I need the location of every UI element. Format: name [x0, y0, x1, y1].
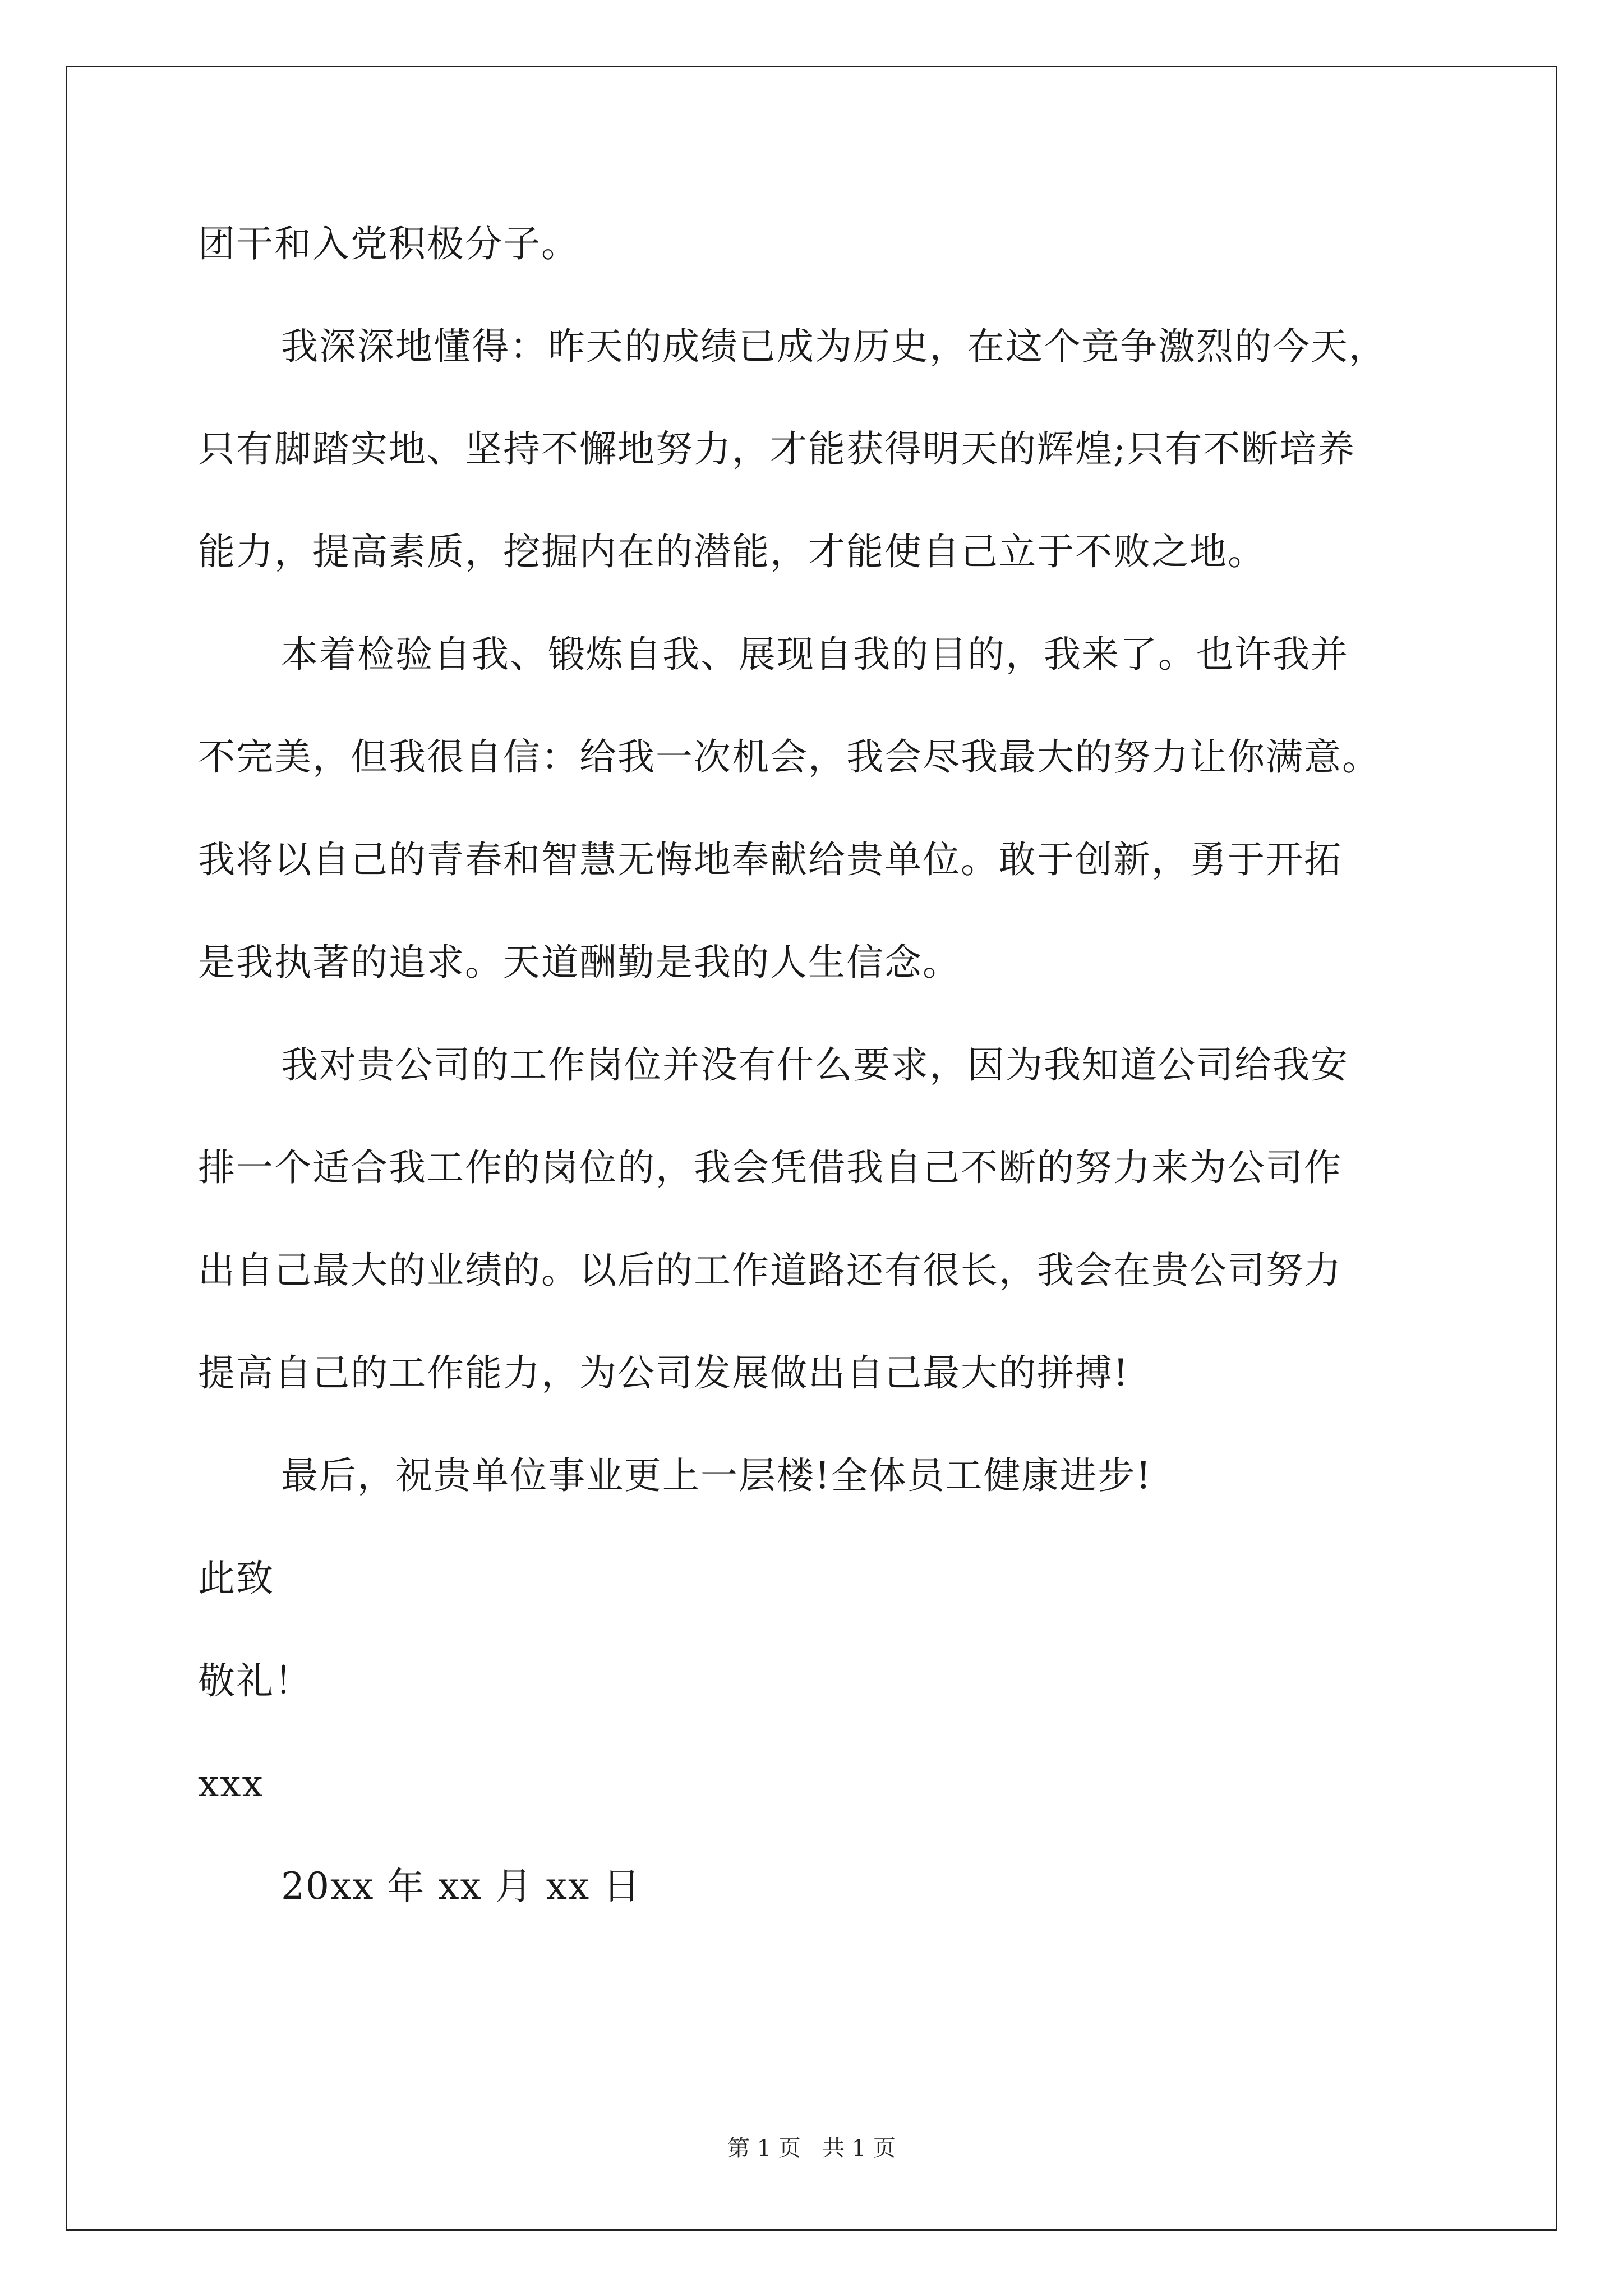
text-line: 团干和入党积极分子。: [198, 222, 579, 265]
text-line: 是我执著的追求。天道酬勤是我的人生信念。: [198, 941, 961, 984]
text-line: 我对贵公司的工作岗位并没有什么要求，因为我知道公司给我安: [281, 1043, 1349, 1087]
closing-salutation: 此致: [198, 1557, 274, 1600]
text-line: 只有脚踏实地、坚持不懈地努力，才能获得明天的辉煌;只有不断培养: [198, 427, 1356, 471]
signature-name: xxx: [198, 1762, 264, 1805]
text-line: 我将以自己的青春和智慧无悔地奉献给贵单位。敢于创新，勇于开拓: [198, 838, 1342, 881]
text-line: 提高自己的工作能力，为公司发展做出自己最大的拼搏!: [198, 1351, 1129, 1395]
text-line: 最后，祝贵单位事业更上一层楼!全体员工健康进步!: [281, 1454, 1152, 1497]
text-line: 我深深地懂得：昨天的成绩已成为历史，在这个竞争激烈的今天，: [281, 325, 1387, 368]
text-line: 排一个适合我工作的岗位的，我会凭借我自己不断的努力来为公司作: [198, 1146, 1342, 1189]
text-line: 本着检验自我、锻炼自我、展现自我的目的，我来了。也许我并: [281, 633, 1349, 676]
signature-date: 20xx 年 xx 月 xx 日: [281, 1865, 642, 1908]
text-line: 不完美，但我很自信：给我一次机会，我会尽我最大的努力让你满意。: [198, 735, 1380, 779]
text-line: 能力，提高素质，挖掘内在的潜能，才能使自己立于不败之地。: [198, 530, 1266, 573]
text-line: 出自己最大的业绩的。以后的工作道路还有很长，我会在贵公司努力: [198, 1249, 1342, 1292]
closing-regards: 敬礼！: [198, 1659, 312, 1703]
page-number-footer: 第 1 页 共 1 页: [727, 2136, 896, 2161]
